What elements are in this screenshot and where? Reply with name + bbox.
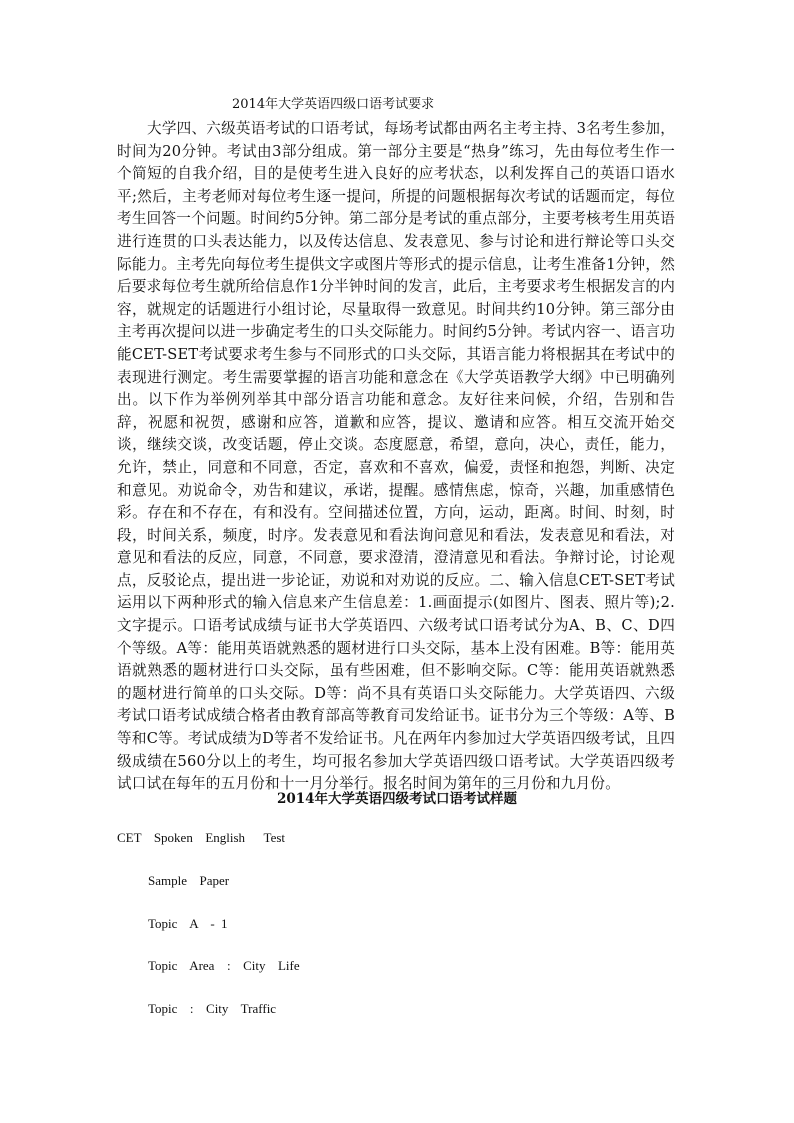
topic-area-line: Topic Area : City Life bbox=[148, 958, 300, 973]
topic-line: Topic : City Traffic bbox=[148, 1001, 277, 1016]
exam-name-line: CET Spoken English Test bbox=[117, 830, 286, 845]
topic-number-line: Topic A - 1 bbox=[148, 916, 228, 931]
sample-paper-line: Sample Paper bbox=[148, 873, 230, 888]
sample-exam-title: 2014年大学英语四级考试口语考试样题 bbox=[276, 791, 518, 807]
body-paragraph: 大学四、六级英语考试的口语考试，每场考试都由两名主考主持、3名考生参加，时间为20分钟。考试由3部分组成。第一部分主要是“热身”练习，先由每位考生作一个简短的自我介绍，目的是使考生进入良好的应考状态，以利发挥自己的英语口语水平;然后，主考老师对每位考生逐一提问，所提的问题根据每次考试的话题而定，每位考生回答一个问题。时间约5分钟。第二部分是考试的重点部分，主要考核考生用英语进行连贯的口头表达能力，以及传达信息、发表意见、参与讨论和进行辩论等口头交际能力。主考先向每位考生提供文字或图片等形式的提示信息，让考生准备1分钟，然后要求每位考生就所给信息作1分半钟时间的发言，此后，主考要求考生根据发言的内容，就规定的话题进行小组讨论，尽量取得一致意见。时间共约10分钟。第三部分由主考再次提问以进一步确定考生的口头交际能力。时间约5分钟。考试内容一、语言功能CET-SET考试要求考生参与不同形式的口头交际，其语言能力将根据其在考试中的表现进行测定。考生需要掌握的语言功能和意念在《大学英语教学大纲》中已明确列出。以下作为举例列举其中部分语言功能和意念。友好往来问候，介绍，告别和告辞，祝愿和祝贺，感谢和应答，道歉和应答，提议、邀请和应答。相互交流开始交谈，继续交谈，改变话题，停止交谈。态度愿意，希望，意向，决心，责任，能力，允许，禁止，同意和不同意，否定，喜欢和不喜欢，偏爱，责怪和抱怨，判断、决定和意见。劝说命令，劝告和建议，承诺，提醒。感情焦虑，惊奇，兴趣，加重感情色彩。存在和不存在，有和没有。空间描述位置，方向，运动，距离。时间、时刻，时段，时间关系，频度，时序。发表意见和看法询问意见和看法，发表意见和看法，对意见和看法的反应，同意，不同意，要求澄清，澄清意见和看法。争辩讨论，讨论观点，反驳论点，提出进一步论证，劝说和对劝说的反应。二、输入信息CET-SET考试运用以下两种形式的输入信息来产生信息差：1.画面提示(如图片、图表、照片等);2.文字提示。口语考试成绩与证书大学英语四、六级考试口语考试分为A、B、C、D四个等级。A等：能用英语就熟悉的题材进行口头交际，基本上没有困难。B等：能用英语就熟悉的题材进行口头交际，虽有些困难，但不影响交际。C等：能用英语就熟悉的题材进行简单的口头交际。D等：尚不具有英语口头交际能力。大学英语四、六级考试口语考试成绩合格者由教育部高等教育司发给证书。证书分为三个等级：A等、B等和C等。考试成绩为D等者不发给证书。凡在两年内参加过大学英语四级考试，且四级成绩在560分以上的考生，均可报名参加大学英语四级口语考试。大学英语四级考试口试在每年的五月份和十一月分举行。报名时间为第年的三月份和九月份。 bbox=[117, 120, 675, 793]
document-title: 2014年大学英语四级口语考试要求 bbox=[232, 97, 435, 112]
